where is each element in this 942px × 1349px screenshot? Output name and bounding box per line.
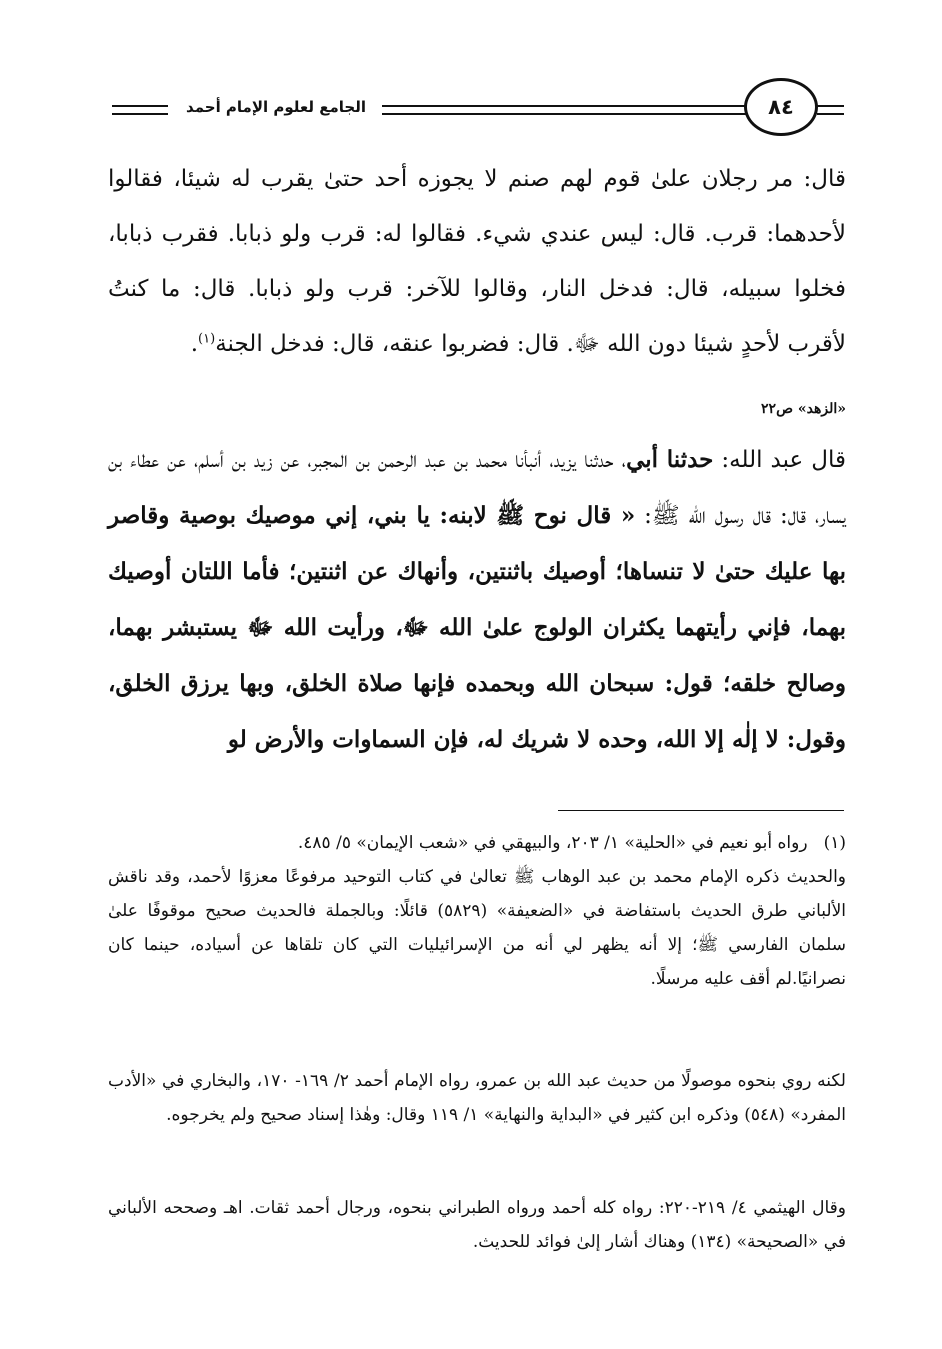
header-rule-middle — [382, 105, 764, 115]
footnote-2: لكنه روي بنحوه موصولًا من حديث عبد الله بن عمرو، رواه الإمام أحمد ٢/ ١٦٩- ١٧٠، والبخاري في «الأدب المفرد» (٥٤٨) وذكره ابن كثير في «البداية والنهاية» ١/ ١١٩ وقال: وهٰذا إسناد صحيح ولم يخرجوه. — [108, 1071, 846, 1125]
paragraph-2-narrator: حدثنا أبي — [626, 446, 714, 473]
paragraph-2-hadith-text: « قال نوح ﷺ لابنه: يا بني، إني موصيك بوصية وقاصر بها عليك حتىٰ لا تنساها؛ أوصيك باثنتين، وأنهاك عن اثنتين؛ فأما اللتان أوصيك بهما، فإني رأيتهما يكثران الولوج علىٰ الله ﷻ، ورأيت الله ﷻ يستبشر بهما، وصالح خلقه؛ قول: سبحان الله وبحمده فإنها صلاة الخلق، وبها يرزق الخلق، وقول: لا إلٰه إلا الله، وحده لا شريك له، فإن السماوات والأرض لو — [108, 502, 846, 753]
page-number: ٨٤ — [768, 95, 794, 119]
footnote-1-number: (١) — [823, 833, 846, 853]
header-rule-left — [112, 105, 168, 115]
footnote-separator — [558, 810, 844, 811]
paragraph-2-chain: ، حدثنا يزيد، أنبأنا محمد بن عبد الرحمن بن المجبر، عن زيد بن أسلم، عن عطاء بن يسار، قال: قال رسول الله ﷺ: — [108, 447, 846, 529]
header-rule-right — [817, 105, 844, 115]
page-number-badge — [744, 78, 818, 136]
footnote-1-first-line — [108, 826, 846, 860]
footnote-1-body: والحديث ذكره الإمام محمد بن عبد الوهاب ﷺ تعالىٰ في كتاب التوحيد مرفوعًا معزوًا لأحمد، وقد ناقش الألباني طرق الحديث باستفاضة في «الضعيفة» (٥٨٢٩) قائلًا: وبالجملة فالحديث صحيح موقوفًا علىٰ سلمان الفارسي ﷺ؛ إلا أنه يظهر لي أنه من الإسرائيليات التي كان تلقاها عن أسياده، حينما كان نصرانيًا.لم أقف عليه مرسلًا. — [108, 867, 847, 989]
source-reference: «الزهد» ص٢٢ — [761, 401, 846, 417]
body-paragraph-1 — [108, 152, 846, 372]
footnote-3: وقال الهيثمي ٤/ ٢١٩-٢٢٠: رواه كله أحمد ورواه الطبراني بنحوه، ورجال أحمد ثقات. اهـ وصححه الألباني في «الصحيحة» (١٣٤) وهناك أشار إلىٰ فوائد للحديث. — [108, 1198, 846, 1252]
paragraph-1-text: قال: مر رجلان علىٰ قوم لهم صنم لا يجوزه أحد حتىٰ يقرب له شيئا، فقالوا لأحدهما: قرب. قال: ليس عندي شيء. فقالوا له: قرب ولو ذبابا. فقرب ذبابا، فخلوا سبيله، قال: فدخل النار، وقالوا للآخر: قرب ولو ذبابا. قال: ما كنتُ لأقرب لأحدٍ شيئا دون الله ﷻ. قال: فضربوا عنقه، قال: فدخل الجنة — [108, 166, 846, 357]
header-title: الجامع لعلوم الإمام أحمد — [186, 98, 366, 116]
paragraph-1-end: . — [190, 331, 199, 357]
footnote-marker: (١) — [198, 331, 216, 347]
paragraph-2-intro: قال عبد الله: — [713, 447, 846, 473]
running-header — [112, 78, 844, 140]
body-paragraph-2 — [108, 432, 846, 768]
footnote-1-citation: رواه أبو نعيم في «الحلية» ١/ ٢٠٣، والبيهقي في «شعب الإيمان» ٥/ ٤٨٥. — [297, 833, 808, 853]
